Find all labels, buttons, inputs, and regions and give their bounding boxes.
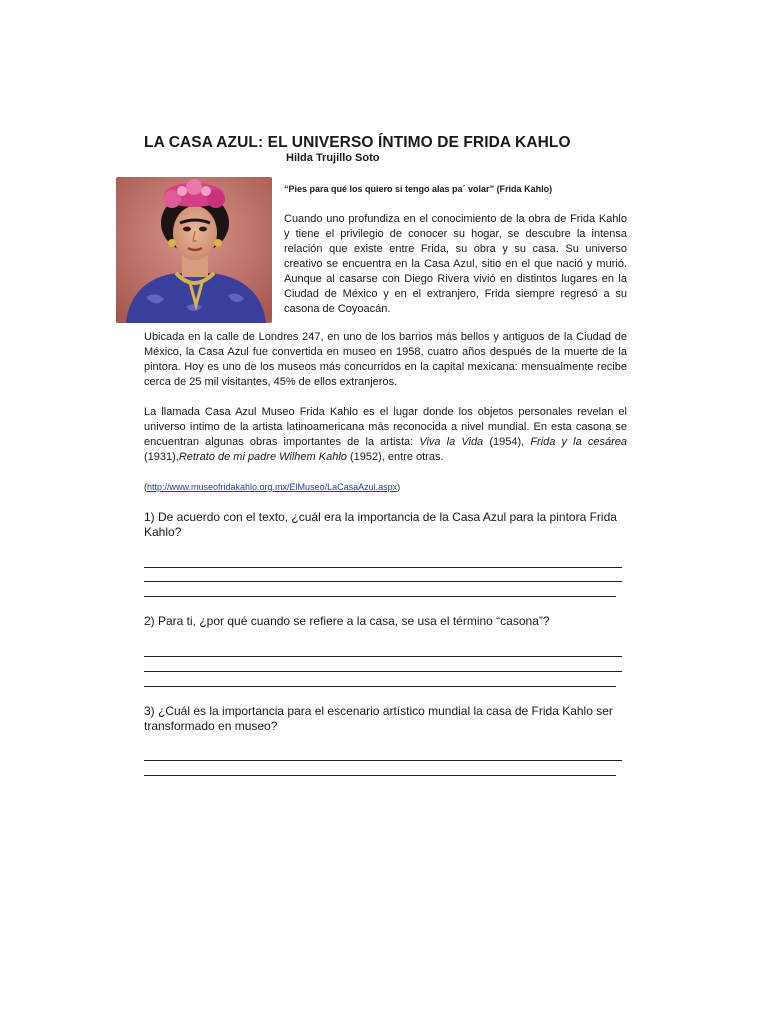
source-reference bbox=[144, 482, 400, 492]
paragraph-museum-text: (1954), bbox=[483, 436, 531, 448]
frida-kahlo-portrait bbox=[116, 177, 272, 323]
answer-line[interactable] bbox=[144, 686, 616, 687]
answer-line[interactable] bbox=[144, 775, 616, 776]
work-title-retrato-de-mi-padre: Retrato de mi padre Wilhem Kahlo bbox=[178, 451, 347, 463]
source-link[interactable]: http://www.museofridakahlo.org.mx/ElMuseo/LaCasaAzul.aspx bbox=[147, 482, 398, 492]
answer-line[interactable] bbox=[144, 671, 622, 672]
paragraph-museum-text: (1952), entre otras. bbox=[346, 451, 444, 463]
paragraph-museum bbox=[144, 405, 627, 465]
question-3: 3) ¿Cuál es la importancia para el escenario artístico mundial la casa de Frida Kahlo ser transformado en museo? bbox=[144, 704, 613, 733]
document-title: LA CASA AZUL: EL UNIVERSO ÍNTIMO DE FRIDA KAHLO bbox=[144, 134, 571, 151]
answer-line[interactable] bbox=[144, 567, 622, 568]
paragraph-location: Ubicada en la calle de Londres 247, en uno de los barrios más bellos y antiguos de la Ciudad de México, la Casa Azul fue convertida en museo en 1958, cuatro años después de la muerte de la pintora. Hoy es uno de los museos más concurridos en la capital mexicana: mensualmente recibe cerca de 25 mil visitantes, 45% de ellos extranjeros. bbox=[144, 331, 627, 388]
question-2: 2) Para ti, ¿por qué cuando se refiere a la casa, se usa el término “casona”? bbox=[144, 614, 550, 628]
answer-line[interactable] bbox=[144, 581, 622, 582]
author-name: Hilda Trujillo Soto bbox=[286, 152, 380, 164]
frida-quote: “Pies para qué los quiero si tengo alas pa´ volar” (Frida Kahlo) bbox=[284, 184, 553, 194]
answer-line[interactable] bbox=[144, 596, 616, 597]
intro-paragraph: Cuando uno profundiza en el conocimiento de la obra de Frida Kahlo y tiene el privilegio de conocer su hogar, se descubre la intensa relación que existe entre Frida, su obra y su casa. Su universo creativo se encuentra en la Casa Azul, sitio en el que nació y murió. Aunque al casarse con Diego Rivera vivió en distintos lugares en la Ciudad de México y en el extranjero, Frida siempre regresó a su casona de Coyoacán. bbox=[284, 213, 627, 315]
paragraph-museum-text: (1931), bbox=[144, 451, 179, 463]
work-title-frida-y-la-cesarea: Frida y la cesárea bbox=[530, 436, 627, 448]
paragraph-museum-text: La llamada Casa Azul Museo Frida Kahlo es el lugar donde los objetos personales revelan el universo íntimo de la artista latinoamericana más reconocida a nivel mundial. En esta casona se encuentran algunas obras importantes de la artista: bbox=[144, 406, 627, 448]
source-open-paren: ( bbox=[144, 482, 147, 492]
answer-line[interactable] bbox=[144, 760, 622, 761]
answer-line[interactable] bbox=[144, 656, 622, 657]
work-title-viva-la-vida: Viva la Vida bbox=[419, 436, 484, 448]
question-1: 1) De acuerdo con el texto, ¿cuál era la importancia de la Casa Azul para la pintora Frida Kahlo? bbox=[144, 510, 617, 539]
source-close-paren: ) bbox=[397, 482, 401, 492]
portrait-image bbox=[116, 177, 272, 323]
